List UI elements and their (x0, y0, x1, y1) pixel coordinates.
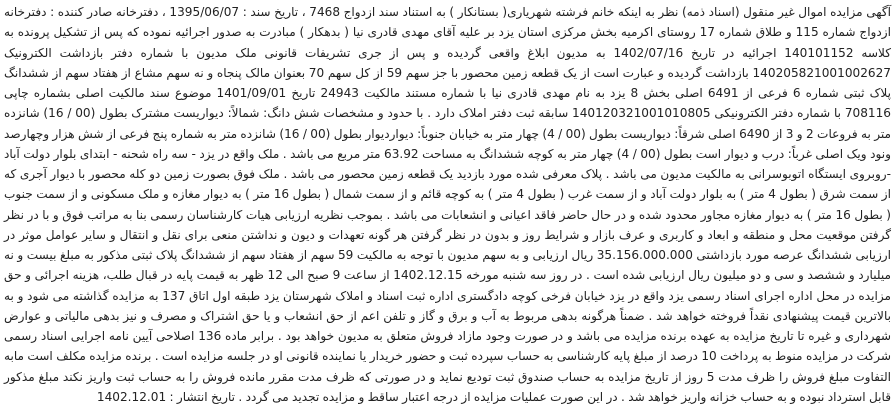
notice-body: آگهی مزایده اموال غیر منقول (اسناد ذمه) نظر به اینکه خانم فرشته شهریاری( بستانکار ) به استناد سند ازدواج 7468 ، تاریخ سند : 1395/06/07 ، دفترخانه صادر کننده : دفترخانه ازدواج شماره 115 و طلاق شماره 17 روستای اکرمیه بخش مرکزی استان یزد بر علیه آقای مهدی قادری نیا ( بدهکار ) مبادرت به صدور اجرائیه نموده که پس از تشکیل پرونده به کلاسه 140101152 اجرائیه در تاریخ 1402/07/16 به مدیون ابلاغ واقعی گردیده و پس از جری تشریفات قانونی ملک مدیون با شماره دفتر بازداشت الکترونیک 140205821001002627 بازداشت گردیده و عبارت است از یک قطعه زمین محصور با جز سهم 59 از کل سهم 70 بعنوان مالک پنجاه و نه سهم مشاع از هفتاد سهم از ششدانگ پلاک ثبتی شماره 6 فرعی از 6491 اصلی بخش 8 یزد به نام مهدی قادری نیا با شماره مستند مالکیت 24943 تاریخ 1401/09/01 موضوع سند مالکیت اصلی بشماره چاپی 708116 با شماره دفتر الکترونیکی 140120321001010805 سابقه ثبت دفتر املاک دارد . با حدود و مشخصات شش دانگ: شمالاً: دیواریست مشترک بطول (00 / 16) شانزده متر به فروعات 2 و 3 از 6490 اصلی شرقاً: دیواریست بطول (00 / 4) چهار متر به خیابان جنوباً: دیواردیوار بطول (00 / 16) شانزده متر به شماره پنج فرعی از شش هزار وچهارصد ونود ویک اصلی غرباً: درب و دیوار است بطول (00 / 4) چهار متر به کوچه ششدانگ به مساحت 63.92 متر مربع می باشد . ملک واقع در یزد - سه راه شحنه - ابتدای بلوار دولت آباد -روبروی ایستگاه اتوبوسرانی به مالکیت مدیون می باشد . پلاک معرفی شده مورد بازدید یک قطعه زمین محصور می باشد . ملک فوق بصورت زمین دو کله محصور با دیوار آجری که از سمت شرق ( بطول 4 متر ) به بلوار دولت آباد و از سمت غرب ( بطول 4 متر ) به کوچه قائم و از سمت شمال ( بطول 16 متر ) به دیوار مغازه و ملک مسکونی و از سمت جنوب ( بطول 16 متر ) به دیوار مغازه مجاور محدود شده و در حال حاضر فاقد اعیانی و انشعابات می باشد . بموجب نظریه ارزیابی هیات کارشناسان رسمی بنا به مراتب فوق و با در نظر گرفتن موقعیت محل و منطقه و ابعاد و کاربری و عرف بازار و شرایط روز و بدون در نظر گرفتن هر گونه تعهدات و دیون و نداشتن منعی برای نقل و انتقال و سایر عوامل موثر در ارزیابی ششدانگ عرصه مورد بازداشتی 35.156.000.000 ریال ارزیابی و به سهم مدیون با توجه به مالکیت 59 سهم از هفتاد سهم از ششدانگ پلاک ثبتی مذکور به مبلغ بیست و نه میلیارد و ششصد و سی و دو میلیون ریال ارزیابی شده است . در روز سه شنبه مورخه 1402.12.15 از ساعت 9 صبح الی 12 ظهر به قیمت پایه در قبال طلب، هزینه اجرائی و حق مزایده در محل اداره اجرای اسناد رسمی یزد واقع در یزد خیابان فرخی کوچه دادگستری اداره ثبت اسناد و املاک شهرستان یزد طبقه اول اتاق 137 به مزایده گذاشته می شود و به بالاترین قیمت پیشنهادی نقداً فروخته خواهد شد . ضمناً هرگونه بدهی مربوط به آب و برق و گاز و تلفن اعم از حق انشعاب و یا حق اشتراک و مصرف و نیز بدهی مالیاتی و عوارض شهرداری و غیره تا تاریخ مزایده به عهده برنده مزایده می باشد و در صورت وجود مازاد فروش متعلق به مدیون خواهد بود . برابر ماده 136 اصلاحی آیین نامه اجرایی اسناد رسمی شرکت در مزایده منوط به پرداخت 10 درصد از مبلغ پایه کارشناسی به حساب سپرده ثبت و حضور خریدار یا نماینده قانونی او در جلسه مزایده است . برنده مزایده مکلف است مابه التفاوت مبلغ فروش را ظرف مدت 5 روز از تاریخ مزایده به حساب صندوق ثبت تودیع نماید و در صورتی که ظرف مدت مقرر مانده فروش را به حساب ثبت واریز نکند مبلغ مذکور قابل استرداد نبوده و به حساب خزانه واریز خواهد شد . در این صورت عملیات مزایده از درجه اعتبار ساقط و مزایده تجدید می گردد . تاریخ انتشار : (4, 5, 891, 404)
publish-date: 1402.12.01 (96, 389, 167, 404)
auction-notice-text (4, 2, 891, 407)
